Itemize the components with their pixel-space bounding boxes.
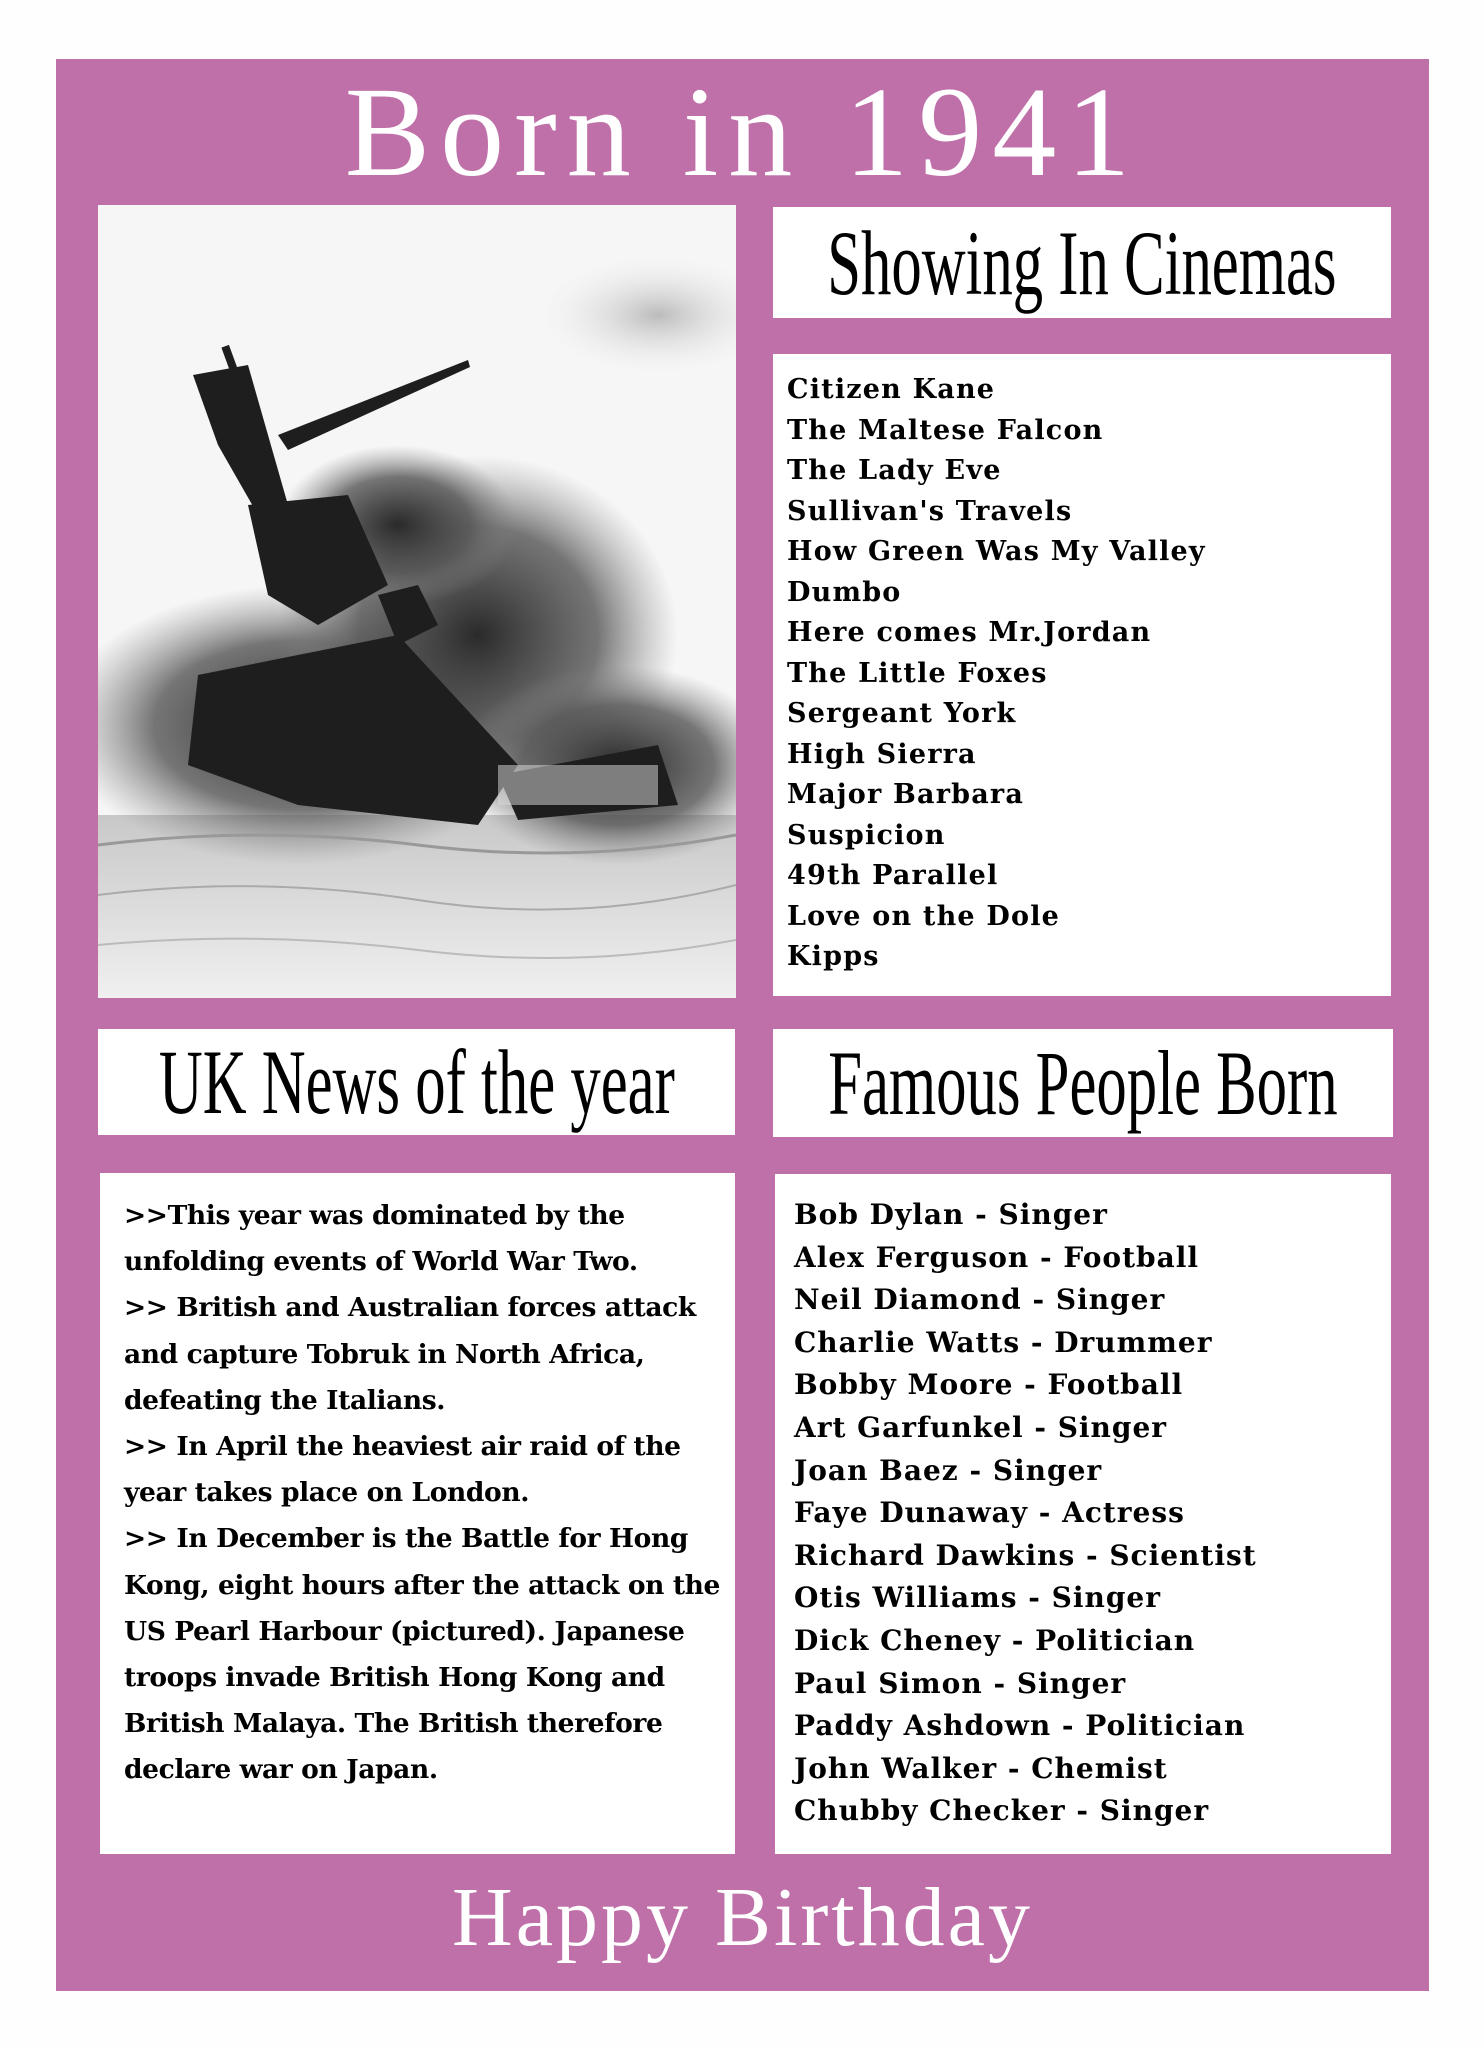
person-item: Bob Dylan - Singer	[794, 1198, 1108, 1231]
film-item: Kipps	[787, 941, 880, 972]
news-box	[100, 1173, 735, 1854]
person-item: Neil Diamond - Singer	[794, 1283, 1166, 1317]
person-item: Paul Simon - Singer	[794, 1666, 1127, 1700]
cinemas-heading: Showing In Cinemas	[827, 211, 1337, 314]
person-item: Paddy Ashdown - Politician	[794, 1709, 1246, 1743]
film-item: The Lady Eve	[787, 455, 1002, 486]
cinemas-list-box	[773, 354, 1391, 996]
person-item: Richard Dawkins - Scientist	[794, 1538, 1257, 1572]
page-title: Born in 1941	[344, 61, 1141, 203]
film-item: The Maltese Falcon	[787, 414, 1104, 446]
news-heading-box	[98, 1029, 735, 1135]
person-item: Faye Dunaway - Actress	[794, 1496, 1185, 1530]
news-heading: UK News of the year	[158, 1031, 675, 1133]
person-item: Bobby Moore - Football	[794, 1368, 1184, 1402]
happy-birthday: Happy Birthday	[452, 1871, 1033, 1964]
cinemas-heading-box	[773, 207, 1391, 318]
film-item: Citizen Kane	[787, 374, 996, 405]
person-item: Chubby Checker - Singer	[794, 1794, 1210, 1828]
film-item: Love on the Dole	[787, 900, 1061, 932]
person-item: John Walker - Chemist	[794, 1751, 1168, 1785]
person-item: Charlie Watts - Drummer	[794, 1325, 1213, 1359]
person-item: Art Garfunkel - Singer	[794, 1410, 1168, 1444]
famous-heading-box	[773, 1029, 1393, 1137]
film-item: Sergeant York	[787, 698, 1017, 729]
film-item: Major Barbara	[787, 779, 1025, 810]
famous-people-list	[794, 1194, 1257, 1833]
film-item: Sullivan's Travels	[787, 495, 1073, 527]
person-item: Dick Cheney - Politician	[794, 1623, 1196, 1657]
person-item: Alex Ferguson - Football	[794, 1240, 1200, 1274]
film-item: The Little Foxes	[787, 657, 1048, 689]
news-text: >>This year was dominated by the unfolding events of World War Two. >> British and Australian forces attack and capture Tobruk in North Africa, defeating the Italians. >> In April the heaviest air raid of the year takes place on London. >> In December is the Battle for Hong Kong, eight hours after the attack on the US Pearl Harbour (pictured). Japanese troops invade British Hong Kong and British Malaya. The British therefore declare war on Japan.	[124, 1200, 721, 1786]
film-item: Dumbo	[787, 576, 902, 608]
film-item: 49th Parallel	[787, 860, 999, 891]
film-item: Suspicion	[787, 819, 946, 851]
film-item: High Sierra	[787, 738, 977, 770]
pearl-harbour-photo	[98, 205, 736, 998]
film-item: Here comes Mr.Jordan	[787, 617, 1152, 648]
film-list	[787, 370, 1206, 978]
famous-heading: Famous People Born	[828, 1032, 1338, 1134]
person-item: Joan Baez - Singer	[794, 1453, 1103, 1487]
film-item: How Green Was My Valley	[787, 536, 1206, 567]
famous-list-box	[775, 1174, 1391, 1854]
person-item: Otis Williams - Singer	[794, 1581, 1161, 1615]
